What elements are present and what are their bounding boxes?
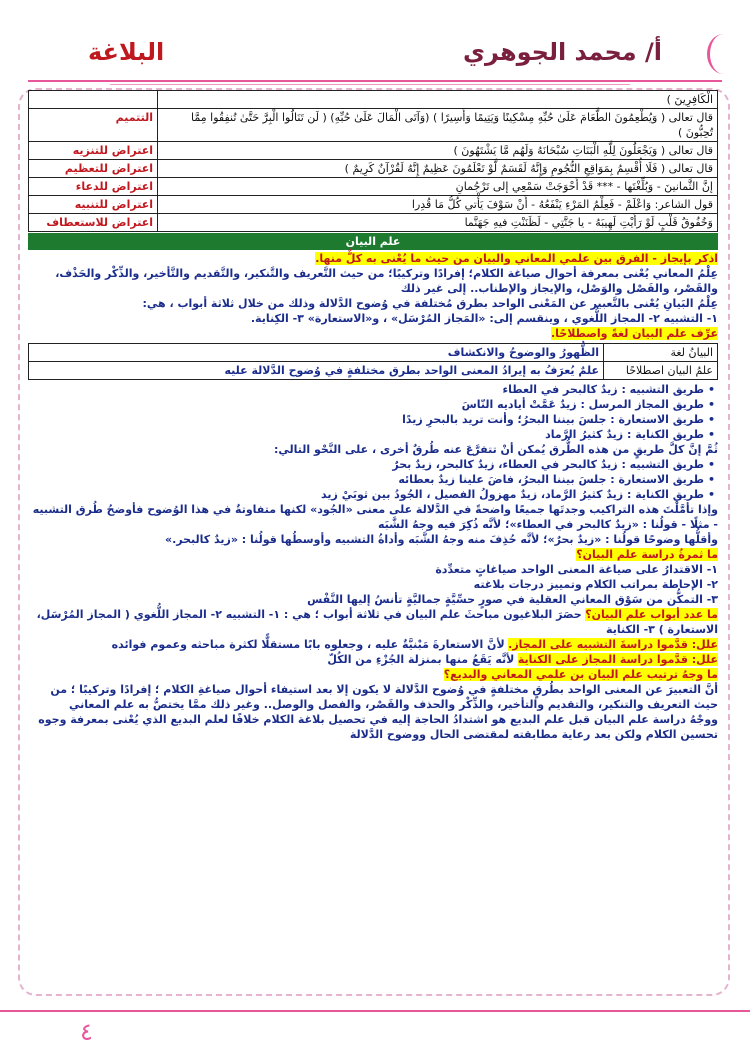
page-content [28, 90, 718, 742]
answer-6: لأنَّه يَقَعُ منها بمنزلة الجُزْءِ من الكُلّ [327, 653, 515, 666]
question-5: علل: قدَّموا دراسةَ التشبيه على المجاز. [508, 638, 718, 651]
decorative-swirl-icon [707, 34, 740, 74]
paragraph: وأقلُّها وضوحًا قولُنا : «زيدٌ بحرٌ»؛ لأنَّه حُذِفَ منه وجهُ الشَّبَه وأداةُ التشبيه وأوسطُها قولُنا : «زيدٌ كالبحر.» [164, 533, 718, 546]
definition-table [28, 343, 718, 380]
example-text: قول الشاعر: وَاعْلَمْ - فَعِلْمُ المَرْءِ يَنْفَعُهُ - أَنْ سَوْفَ يَأْتي كُلُّ مَا قُدِرا [158, 196, 718, 214]
example-text: وَخُفُوقُ قَلْبٍ لَوْ رَأَيْتِ لَهِيبَهُ - يا جَنَّتِي - لَظَنَنْتِ فيهِ جَهَنَّما [158, 214, 718, 232]
definition-value: الظُّهورُ والوضوحُ والانكشاف [29, 344, 604, 362]
answer-4: حصَرَ البلاغيون مباحثَ علم البيان في ثلاثة أبواب ؛ هي : ١- التشبيه ٢- المجاز اللُّغوي ( المجاز المُرْسَل، الاستعارة ) ٣- الكناية [36, 608, 718, 636]
table-row [29, 142, 718, 160]
page-header [0, 38, 750, 78]
list-item: • طريق الاستعارة : جلسَ بيننا البحرُ، فاضَ علينا زيدٌ بعطائه [28, 472, 718, 487]
author-name: أ/ محمد الجوهري [463, 38, 662, 66]
header-divider [28, 80, 722, 82]
paragraph: عِلْمُ البَيانِ يُعْنى بالتَّعبير عن المَعْنى الواحد بطرق مُختلفة في وُضوح الدَّلالة وذلك من خلال ثلاثة أبواب ، هي: [142, 297, 718, 310]
example-tag [29, 91, 158, 109]
table-row [29, 196, 718, 214]
definition-key: البيانُ لغة [604, 344, 718, 362]
example-tag: اعتراض للتعظيم [29, 160, 158, 178]
definition-value: علمٌ يُعرَفُ به إيرادُ المعنى الواحد بطرق مختلفةٍ في وُضوح الدَّلالة عليه [29, 362, 604, 380]
table-row [29, 362, 718, 380]
question-7: ما وجهُ ترتيب علم البيان بن علمي المعاني والبديع؟ [443, 668, 718, 681]
example-tag: اعتراض للدعاء [29, 178, 158, 196]
table-row [29, 214, 718, 232]
question-6: علل: قدَّموا دراسة المجاز على الكناية [517, 653, 718, 666]
paragraph: عِلْمُ المعاني يُعْنى بمعرفة أحوال صياغة الكلام؛ إفرادًا وتركيبًا؛ من حيث التَّعريف والتَّنكير، والتَّقديم والتَّأخير، والذِّكْر والحَذْف، والقَصْر، والفَصْل والوَصْل، والإيجاز والإطناب.. إلى غير ذلك [55, 267, 718, 295]
list-item: ١- الاقتدارُ على صياغة المعنى الواحد صياغاتٍ متعدِّدة [435, 563, 718, 576]
page-number: ٤ [80, 1018, 93, 1046]
list-item: • طريق الكناية : زيدٌ كثيرُ الرَّماد، زيدٌ مهزولُ الفصيل ، الجُودُ بين ثوبَيْ زيد [28, 487, 718, 502]
definition-key: علمُ البيان اصطلاحًا [604, 362, 718, 380]
table-row [29, 91, 718, 109]
example-tag: اعتراض للتنزيه [29, 142, 158, 160]
table-row [29, 109, 718, 142]
paragraph: أنَّ التعبيرَ عن المعنى الواحد بطُرقٍ مختلفةٍ في وُضوح الدَّلالة لا يكون إلا بعد استيفاء أحوال صياغةِ الكلام ؛ إفرادًا وتركيبًا ؛ من حيث التعريف والتنكير، والتقديم والتأخير، والذِّكْر والحذف والقَصْر، والفصل والوصل.. وغير ذلك ممَّا يختصُّ به علم المعاني [50, 683, 718, 711]
example-tag: التتميم [29, 109, 158, 142]
list-item: ٢- الإحاطة بمراتب الكلام وتمييز درجات بلاغته [473, 578, 718, 591]
question-4: ما عدد أبواب علم البيان؟ [585, 608, 718, 621]
section-title: علم البيان [28, 233, 718, 250]
list-item: • طريق الكناية : زيدٌ كثيرُ الرَّماد [28, 427, 718, 442]
list-item: • طريق التشبيه : زيدٌ كالبحر في العطاء [28, 382, 718, 397]
question-3: ما ثمرةُ دراسة علم البيان؟ [576, 548, 718, 561]
paragraph: وإذا تأمَّلْتَ هذه التراكيب وجدتَها جميعًا واضحةً في الدَّلالة على معنى «الجُود» لكنها متفاوتةٌ في هذا الوُضوح فأوضحُ طُرق التشبيه - مثلًا - قولُنا : «زيدٌ كالبحر في العطاء»؛ لأنَّه ذُكِرَ فيه وجهُ الشَّبَه [32, 503, 718, 531]
question-2: عرِّف علم البيان لغةً واصطلاحًا. [550, 327, 718, 340]
example-text: قال تعالى ( وَيُطْعِمُونَ الطَّعَامَ عَلَىٰ حُبِّهِ مِسْكِينًا وَيَتِيمًا وَأَسِيرًا ) (وَآتَى الْمَالَ عَلَىٰ حُبِّهِ) ( لَن تَنَالُوا الْبِرَّ حَتَّىٰ تُنفِقُوا مِمَّا تُحِبُّونَ ) [158, 109, 718, 142]
example-text: قال تعالى ( فَلَا أُقْسِمُ بِمَوَاقِعِ النُّجُومِ وَإِنَّهُ لَقَسَمٌ لَّوْ تَعْلَمُونَ عَظِيمٌ إِنَّهُ لَقُرْآنٌ كَرِيمٌ ) [158, 160, 718, 178]
answer-5: لأنَّ الاستعارةَ مَبْنيَّةٌ عليه ، وجعلوه بابًا مستقلًّا لكثرة مباحثه وعموم فوائده [111, 638, 505, 651]
subject-title: البلاغة [88, 38, 165, 66]
example-tag: اعتراض للاستعطاف [29, 214, 158, 232]
question-1: اذكر بإيجاز - الفرق بين علمي المعاني والبيان من حيث ما يُعْنى به كلٌّ منها. [315, 252, 718, 265]
example-text: قال تعالى ( وَيَجْعَلُونَ لِلَّهِ الْبَنَاتِ سُبْحَانَهُ وَلَهُم مَّا يَشْتَهُونَ ) [158, 142, 718, 160]
table-row [29, 160, 718, 178]
rhetoric-examples-table [28, 90, 718, 232]
table-row [29, 178, 718, 196]
list-item: • طريق التشبيه : زيدٌ كالبحر في العطاء، زيدٌ كالبحر، زيدٌ بحرٌ [28, 457, 718, 472]
list-item: • طريق المجاز المرسل : زيدٌ عَمَّتْ أياديه النّاسَ [28, 397, 718, 412]
header-divider-thin [110, 84, 630, 85]
paragraph: ١- التشبيه ٢- المجاز اللُّغوي ، وينقسم إلى: «المَجاز المُرْسَل» ، و«الاستعارة» ٣- الكِناية. [250, 312, 718, 325]
paragraph: ثُمَّ إنَّ كلَّ طريقٍ من هذه الطُّرق يُمكن أنْ تتفرَّعَ عنه طُرقٌ أخرى ، على النَّحْو التالي: [273, 443, 718, 456]
example-text: إنَّ الثَّمانينَ - وَبُلِّغْتَها - *** قَدْ أَحْوَجَتْ سَمْعِي إلى تَرْجُمانِ [158, 178, 718, 196]
list-item: ٣- التمكُّن من سَوْق المعاني العقلية في صورٍ حسِّيَّةٍ جماليَّةٍ تأنسُ إليها النَّفْس [307, 593, 718, 606]
footer-divider [0, 1010, 750, 1012]
table-row [29, 344, 718, 362]
example-tag: اعتراض للتنبيه [29, 196, 158, 214]
list-item: • طريق الاستعارة : جلسَ بيننا البحرُ؛ وأنت تريد بالبحرِ زيدًا [28, 412, 718, 427]
example-text: الْكَافِرِينَ ) [158, 91, 718, 109]
paragraph: ووجْهُ دراسة علم البيان قبل علم البديع هو اشتدادُ الحاجة إليه في تحصيل بلاغة الكلام خلافًا لعلم البديع الذي يُعْنى بمعرفة وجوه تحسين الكلام ولكن بعد رعاية مطابقته لمقتضى الحال ووضوح الدَّلالة [38, 713, 718, 741]
